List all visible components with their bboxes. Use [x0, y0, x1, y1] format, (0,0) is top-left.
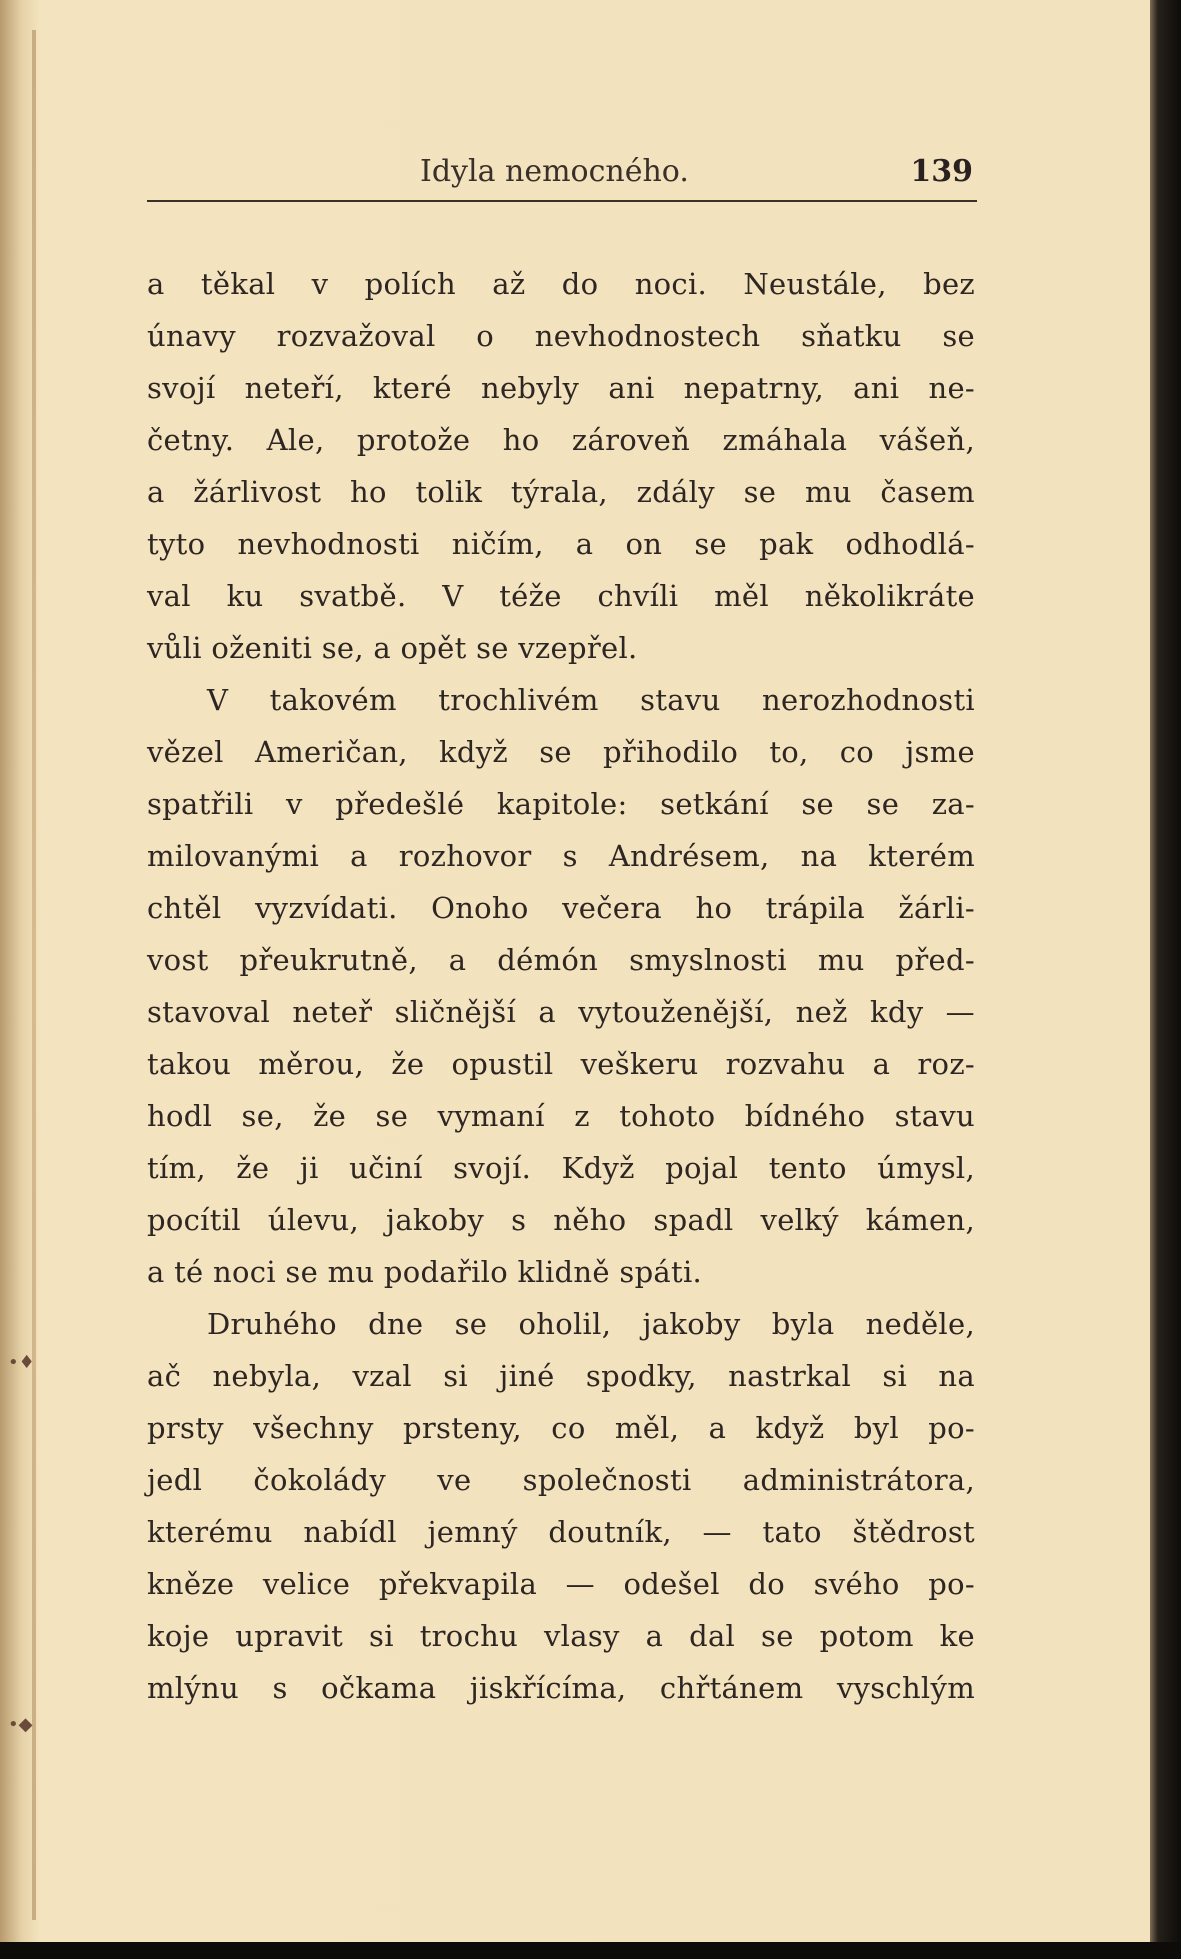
- text-line: mlýnu s očkama jiskřícíma, chřtánem vyschlým: [147, 1671, 975, 1705]
- text-line: pocítil úlevu, jakoby s něho spadl velký kámen,: [147, 1203, 975, 1237]
- text-line: hodl se, že se vymaní z tohoto bídného stavu: [147, 1099, 975, 1133]
- text-line: kněze velice překvapila — odešel do svého po-: [147, 1567, 975, 1601]
- page-edge-right: [1150, 0, 1181, 1959]
- text-line: vost přeukrutně, a démón smyslnosti mu před-: [147, 943, 975, 977]
- margin-mark-1: •♦: [8, 1352, 35, 1373]
- text-line: prsty všechny prsteny, co měl, a když byl po-: [147, 1411, 975, 1445]
- page-number: 139: [910, 154, 973, 189]
- page-edge-bottom: [0, 1942, 1181, 1959]
- text-line: chtěl vyzvídati. Onoho večera ho trápila žárli-: [147, 891, 975, 925]
- text-line: jedl čokolády ve společnosti administrátora,: [147, 1463, 975, 1497]
- text-line: milovanými a rozhovor s Andrésem, na kterém: [147, 839, 975, 873]
- text-line: koje upravit si trochu vlasy a dal se potom ke: [147, 1619, 975, 1653]
- margin-mark-2: •◆: [8, 1714, 33, 1735]
- text-line: vůli oženiti se, a opět se vzepřel.: [147, 631, 638, 665]
- text-line: vězel Američan, když se přihodilo to, co jsme: [147, 735, 975, 769]
- text-line: svojí neteří, které nebyly ani nepatrny, ani ne-: [147, 371, 975, 405]
- text-line: spatřili v předešlé kapitole: setkání se se za-: [147, 787, 975, 821]
- text-line: kterému nabídl jemný doutník, — tato štědrost: [147, 1515, 975, 1549]
- body-text: [147, 258, 975, 1714]
- text-line: a těkal v polích až do noci. Neustále, bez: [147, 267, 975, 301]
- text-line: ač nebyla, vzal si jiné spodky, nastrkal si na: [147, 1359, 975, 1393]
- text-line: tyto nevhodnosti ničím, a on se pak odhodlá-: [147, 527, 975, 561]
- text-line: a té noci se mu podařilo klidně spáti.: [147, 1255, 703, 1289]
- text-line: takou měrou, že opustil veškeru rozvahu a roz-: [147, 1047, 975, 1081]
- text-line: a žárlivost ho tolik týrala, zdály se mu časem: [147, 475, 975, 509]
- text-line: Druhého dne se oholil, jakoby byla neděle,: [207, 1307, 975, 1341]
- text-line: únavy rozvažoval o nevhodnostech sňatku se: [147, 319, 975, 353]
- running-title: Idyla nemocného.: [420, 154, 689, 189]
- page-header: [147, 150, 977, 202]
- text-line: tím, že ji učiní svojí. Když pojal tento úmysl,: [147, 1151, 975, 1185]
- page-gutter-shadow: [32, 30, 36, 1920]
- text-line: četny. Ale, protože ho zároveň zmáhala vášeň,: [147, 423, 975, 457]
- text-line: stavoval neteř sličnější a vytouženější, než kdy —: [147, 995, 975, 1029]
- text-line: val ku svatbě. V téže chvíli měl několikráte: [147, 579, 975, 613]
- text-line: V takovém trochlivém stavu nerozhodnosti: [207, 683, 975, 717]
